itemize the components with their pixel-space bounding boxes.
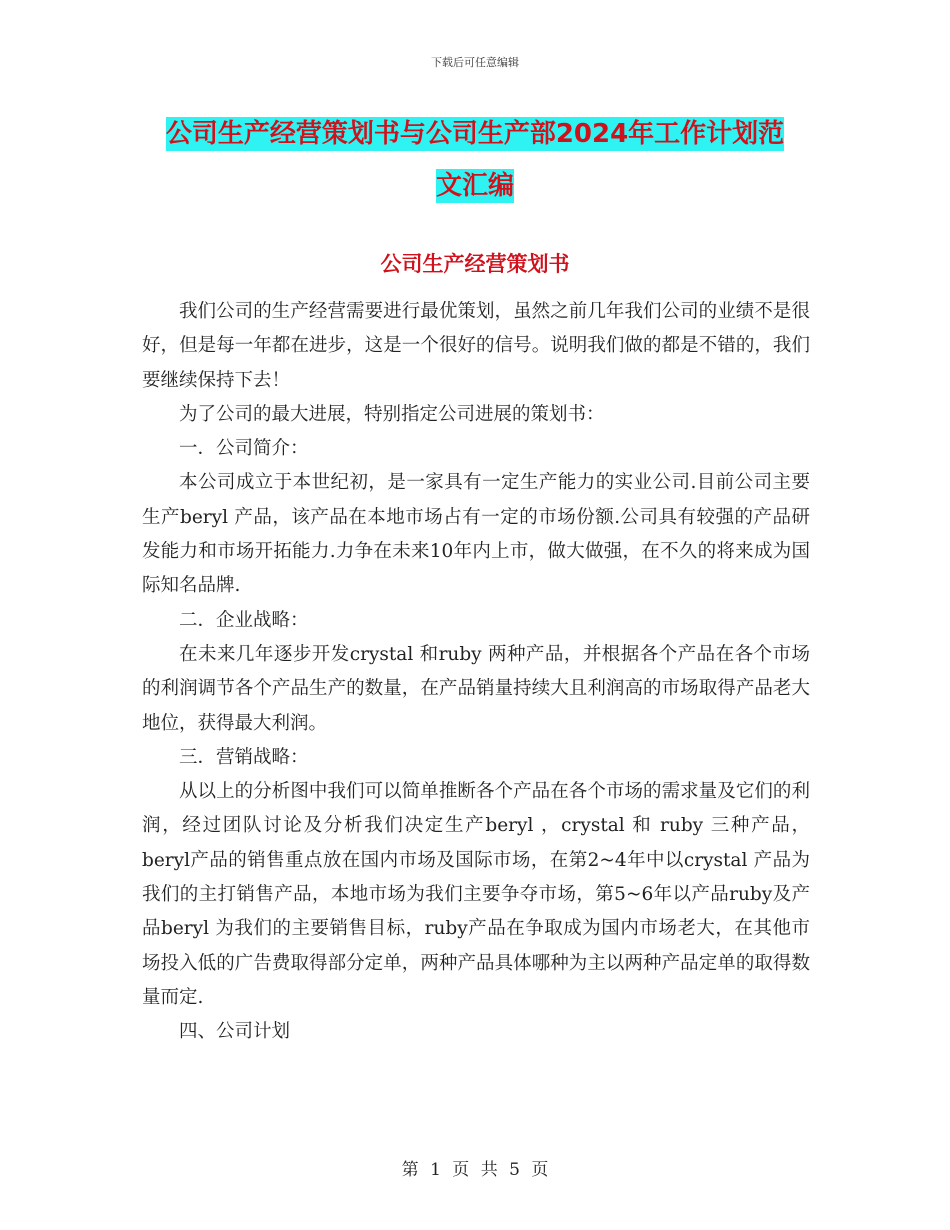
paragraph-purpose: 为了公司的最大进展，特别指定公司进展的策划书： xyxy=(179,403,605,425)
paragraph-company-profile: 本公司成立于本世纪初，是一家具有一定生产能力的实业公司.目前公司主要生产beryl 产品，该产品在本地市场占有一定的市场份额.公司具有较强的产品研发能力和市场开拓能力.力争在未来10年内上市，做大做强，在不久的将来成为国际知名品牌. xyxy=(142,472,810,597)
document-title-line-2: 文汇编 xyxy=(435,171,514,201)
document-body xyxy=(142,295,810,1050)
heading-marketing-strategy: 三．营销战略： xyxy=(179,746,309,768)
heading-company-plan: 四、公司计划 xyxy=(179,1021,291,1043)
heading-company-profile: 一．公司简介： xyxy=(179,438,309,460)
paragraph-enterprise-strategy: 在未来几年逐步开发crystal 和ruby 两种产品，并根据各个产品在各个市场的利润调节各个产品生产的数量，在产品销量持续大且利润高的市场取得产品老大地位，获得最大利润。 xyxy=(142,643,810,734)
document-title xyxy=(140,108,810,212)
header-note: 下载后可任意编辑 xyxy=(431,56,519,69)
paragraph-intro: 我们公司的生产经营需要进行最优策划，虽然之前几年我们公司的业绩不是很好，但是每一年都在进步，这是一个很好的信号。说明我们做的都是不错的，我们要继续保持下去！ xyxy=(142,301,810,391)
document-title-line-1: 公司生产经营策划书与公司生产部2024年工作计划范 xyxy=(165,119,785,149)
paragraph-marketing-strategy: 从以上的分析图中我们可以简单推断各个产品在各个市场的需求量及它们的利润，经过团队讨论及分析我们决定生产beryl ，crystal 和 ruby 三种产品，beryl产品的销售重点放在国内市场及国际市场，在第2~4年中以crystal 产品为我们的主打销售产品，本地市场为我们主要争夺市场，第5~6年以产品ruby及产品beryl 为我们的主要销售目标，ruby产品在争取成为国内市场老大，在其他市场投入低的广告费取得部分定单，两种产品具体哪种为主以两种产品定单的取得数量而定. xyxy=(142,781,810,1008)
section-title: 公司生产经营策划书 xyxy=(380,252,570,276)
heading-enterprise-strategy: 二．企业战略： xyxy=(179,609,309,631)
page-footer: 第 1 页 共 5 页 xyxy=(401,1160,549,1180)
